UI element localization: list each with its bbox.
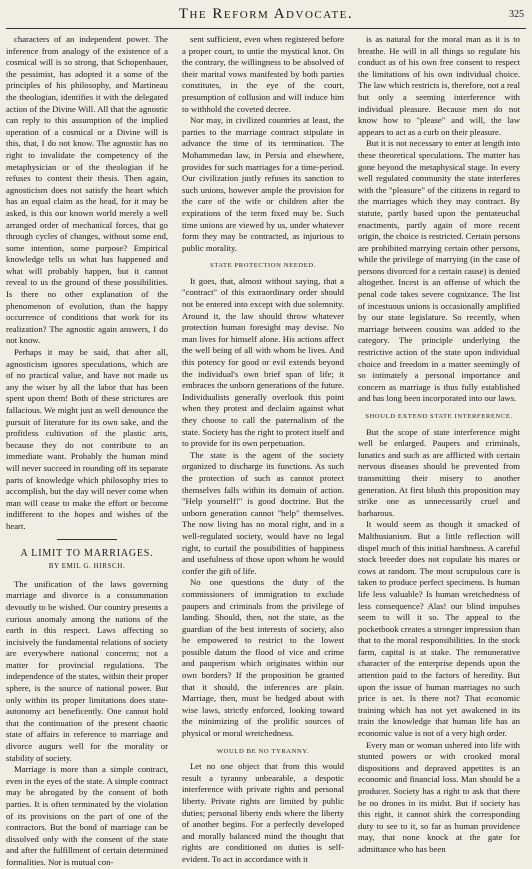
paragraph: No one questions the duty of the commissioners of immigration to exclude paupers and criminals from the privilege of landing. Should, then, not the state, as the guardian of the best interests of society, also be empowered to restrict to the lowest possible datum the flood of vice and crime and pauperism which originates within our own borders? If the proposition be granted that it should, the inferences are plain. Marriage, then, must be hedged about with wise laws, strictly enforced, looking toward the minimizing of the prolific sources of physical or moral wretchedness.: [182, 577, 344, 739]
column-3: [358, 34, 520, 854]
column-2: [182, 34, 344, 864]
page-number: 325: [509, 9, 524, 20]
paragraph: It would seem as though it smacked of Malthusianism. But a little reflection will dispel much of this initial harshness. A careful stock breeder does not copulate his mares or cows at random. The most scrupulous care is taken to produce perfect specimens. Is human life less valuable? Is human wretchedness of less consequence? Alas! our blind impulses seem to will it so. The appeal to the pocketbook creates a stronger impression than that to the moral responsibilities. In the stock farm, capital is at stake. The remunerative character of the enterprise depends upon the attention paid to the factors of heredity. But upon the issue of human marriages no such price is set. Is there not? That economic training which has not yet awakened in its train the knowledge that human life has an economic value is not of a very high order.: [358, 519, 520, 739]
header-rule: [6, 28, 526, 29]
article-title: A LIMIT TO MARRIAGES.: [20, 547, 154, 559]
paragraph: Let no one object that from this would result a tyranny unbearable, a despotic interference with private rights and personal liberty. Private rights are limited by public duties; personal liberty ends where the liberty of another begins. For a perfectly developed and morally balanced mind the thought that rights are conditioned on duties is self-evident. To act in accordance with it: [182, 761, 344, 864]
paragraph: But it is not necessary to enter at length into these theoretical speculations. The matter has gone beyond the metaphysical stage. In every well regulated community the state interferes with the "pleasure" of the citizens in regard to the marriages which they may contract. By statute, partly based upon the pentateuchal enactments, partly again of more recent origin, the choice is restricted. Certain persons are prohibited marrying certain other persons, while the privilege of marrying (in the case of persons divorced for a certain cause) is denied altogether. Incest is an offense of which the penal code takes severe cognizance. The list of incestuous unions is occasionally amplified by our state legislature. So recently, when marriage between cousins was added to the category. The principle underlying the restrictive action of the state upon individual choice and freedom in a matter seemingly of so intimately a personal importance and concern as marriage is thus fully established and has long been incorporated into our laws.: [358, 138, 520, 404]
section-subhead: STATE PROTECTION NEEDED.: [210, 262, 316, 270]
paragraph: Perhaps it may be said, that after all, agnosticism ignores speculations, which are of no practical value, and have not made us any the wiser by all the labor that has been spent upon them! Both of these strictures are fallacious. We might just as well denounce the pursuit of literature for its own sake, and the profitless cultivation of the plastic arts, because they do not contribute to an immediate want. Probably the human mind will never succeed in rounding off its separate parts of knowledge which philosophy tries to accomplish, but the day will never come when man will cease to make the effort or become indifferent to the hopes and wishes of the heart.: [6, 347, 168, 531]
paragraph: But the scope of state interference might well be enlarged. Paupers and criminals, lunatics and such as are afflicted with certain nervous diseases should be prevented from transmitting their misery to another generation. At first blush this proposition may strike one as unnecessarily cruel and barbarous.: [358, 426, 520, 518]
paragraph: It goes, that, almost without saying, that a "contract" of this extraordinary order should not be entered into except with due solemnity. Around it, the law should throw whatever protection human foresight may devise. No man lives for himself alone. His actions affect the well being of all with whom he lives. And this potency for good or evil extends beyond the individual's own brief span of life; it embraces the unborn generations of the future. Individualists generally overlook this point when they protest and declaim against what they choose to call the paternalism of the state. Society has the right to protect itself and to provide for its own perpetuation.: [182, 275, 344, 449]
paragraph: Every man or woman ushered into life with stunted powers or with crooked moral dispositions and depraved appetites is an economic and financial loss. Man should be a producer. Society has a right to ask that there be no drones in its midst. But if society has this right, it cannot shirk the corresponding duty to see to it, so far as human providence may, that none knock at the gate for admittance who has been: [358, 739, 520, 854]
paragraph: Marriage is more than a simple contract, even in the eyes of the state. A simple contract may be abrogated by the consent of both parties. It is often terminated by the violation of its provisions on the part of one of the contractors. But the bond of marriage can be dissolved only with the consent of the state and after the fulfillment of certain determined formalities. Nor is mutual con-: [6, 764, 168, 867]
paragraph: The unification of the laws governing marriage and divorce is a consummation devoutly to be wished. Our country presents a curious anomaly among the nations of the earth in this respect. Laws affecting so incisively the fundamental relations of society are everywhere national concerns; not a matter for provincial regulations. The independence of the states, within their proper sphere, is the source of national power. But only within its proper limitations does state-autonomy act beneficently. One cannot hold that the continuation of the present chaotic state of affairs in reference to marriage and divorce augurs well for the morality or stability of society.: [6, 578, 168, 763]
paragraph: Nor may, in civilized countries at least, the parties to the marriage contract stipulate in advance the time of its termination. The Mohammedan law, in Persia and elsewhere, provides for such marriages for a time-period. Our civilization justly refuses its sanction to such unions, however ample the provision for the care of the wife or children after the expirations of the term fixed may be. Such time unions are viewed by us, under whatever form they may be contracted, as injurious to public morality.: [182, 115, 344, 253]
section-divider: [57, 539, 117, 540]
column-1: [6, 34, 168, 867]
paragraph: sent sufficient, even when registered before a proper court, to untie the mystical knot. On the contrary, the willingness to be absolved of their marital vows manifested by both parties constitutes, in the eye of the court, presumption of collusion and will induce him to withhold the coveted decree.: [182, 34, 344, 114]
paragraph: The state is the agent of the society organized to discharge its functions. As such the protection of such as cannot protect themselves falls within its domain of action. "Help yourself!" is good doctrine. But the unborn generation cannot "help" themselves. The now living has no moral right, and in a well-regulated society, would have no legal right, to curtail the possibilities of happiness and usefulness of those upon whom he would confer the gift of life.: [182, 449, 344, 576]
section-subhead: SHOULD EXTEND STATE INTERFERENCE.: [365, 413, 513, 420]
section-subhead: WOULD BE NO TYRANNY.: [216, 747, 310, 755]
masthead: [0, 0, 532, 30]
publication-title: The Reform Advocate.: [178, 6, 354, 22]
article-byline: BY EMIL G. HIRSCH.: [48, 562, 126, 571]
paragraph: characters of an independent power. The inference from analogy of the existence of a cosmical will is so strong, that Schopenhauer, the pessimist, has adopted it a some of the principles of his philosophy, and Martineau the theologian, identifies it with the delegated action of the Divine Will. All that the agnostic can reply to this assumption of the implied operation of a cosmical or a Divine will is this, that, I do not know. The agnostic has no right to invalidate the competency of the metaphysician or of the theologian if he refuses to contest their thesis. Then again, agnosticism does not satisfy the heart which has an equal claim as the head, for it may be asked, is this our known world merely a well arranged order of mechanical forces, that go through cycles of changes, without some end, some intention, some purpose? Empirical knowledge tells us what has happened and what will probably happen, but it cannot reveal to us the ground of these possibilities. Is there no other explanation of the phenomenon of evolution, than the happy occurrence of conditions that work for its realization? The agnostic again answers, I do not know.: [6, 34, 168, 346]
paragraph: is as natural for the moral man as it is to breathe. He will in all things so regulate his conduct as of his own free consent to respect the limitations of his own individual choice. The law which restricts is, therefore, not a real but only a seeming interference with individual pleasure. Because men do not know how to "please" and will, the law appears to act as a curb on their pleasure.: [358, 34, 520, 137]
